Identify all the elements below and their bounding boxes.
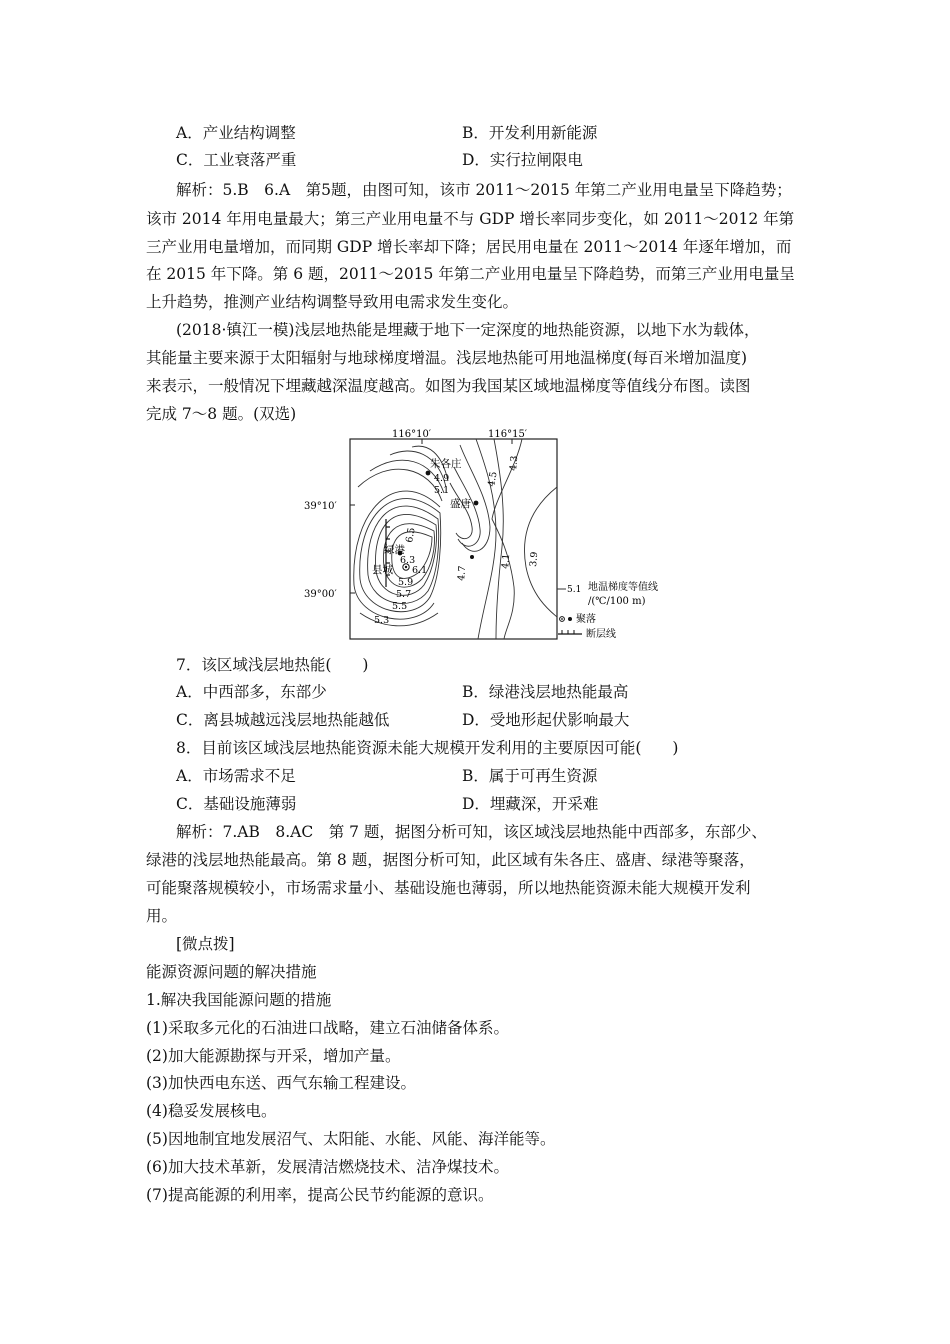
- contour-label: 5.7: [396, 589, 412, 600]
- tip-item: (4)稳妥发展核电。: [146, 1102, 277, 1120]
- tip-item: (1)采取多元化的石油进口战略，建立石油储备体系。: [146, 1019, 509, 1037]
- contour-label: 4.3: [508, 455, 521, 472]
- intro-line: 来表示，一般情况下埋藏越深温度越高。如图为我国某区域地温梯度等值线分布图。读图: [146, 377, 751, 395]
- intro-line: 其能量主要来源于太阳辐射与地球梯度增温。浅层地热能可用地温梯度(每百米增加温度): [146, 349, 748, 367]
- contour-label: 4.9: [434, 473, 450, 484]
- option-7-d: D．受地形起伏影响最大: [462, 711, 630, 729]
- settlement-zhugezhuang: [426, 471, 431, 476]
- contour-label: 6.5: [404, 526, 418, 544]
- contour-group-east: [492, 439, 557, 639]
- place-shengtang: 盛唐: [450, 498, 471, 510]
- analysis-line: 绿港的浅层地热能最高。第 8 题，据图分析可知，此区域有朱各庄、盛唐、绿港等聚落，: [146, 851, 755, 869]
- legend-settlement-dot: [568, 617, 572, 621]
- analysis-line: 三产业用电量增加，而同期 GDP 增长率却下降；居民用电量在 2011～2014 年逐年增加，而: [146, 238, 792, 256]
- legend-contour-value: 5.1: [567, 585, 582, 595]
- tip-item: (5)因地制宜地发展沼气、太阳能、水能、风能、海洋能等。: [146, 1130, 556, 1148]
- settlement-xiancheng: [405, 566, 407, 568]
- place-xiancheng: 县城: [372, 564, 393, 576]
- lat-label-1: 39°10′: [304, 501, 337, 512]
- legend-settlement-label: 聚落: [576, 614, 596, 625]
- option-7-b: B．绿港浅层地热能最高: [462, 683, 629, 701]
- settlement-shengtang: [474, 501, 479, 506]
- analysis-line: 用。: [146, 907, 178, 925]
- legend-fault-label: 断层线: [586, 629, 616, 640]
- question-8-stem: 8．目前该区域浅层地热能资源未能大规模开发利用的主要原因可能( ): [176, 739, 679, 757]
- lon-label-1: 116°10′: [392, 429, 432, 440]
- contour-line: [450, 483, 472, 539]
- place-lugang: 绿港: [384, 544, 405, 556]
- analysis-line: 上升趋势，推测产业结构调整导致用电需求发生变化。: [146, 293, 519, 311]
- geothermal-contour-map: [300, 427, 670, 642]
- tip-item: (3)加快西电东送、西气东输工程建设。: [146, 1074, 416, 1092]
- map-legend: [557, 580, 658, 640]
- option-8-b: B．属于可再生资源: [462, 767, 598, 785]
- contour-label: 4.5: [486, 470, 500, 488]
- lat-label-2: 39°00′: [304, 589, 337, 600]
- lon-label-2: 116°15′: [488, 429, 528, 440]
- legend-contour-label: 地温梯度等值线: [588, 582, 658, 593]
- option-7-c: C．离县城越远浅层地热能越低: [176, 711, 390, 729]
- tip-item: (6)加大技术革新，发展清洁燃烧技术、洁净煤技术。: [146, 1158, 509, 1176]
- contour-labels: [374, 455, 540, 626]
- contour-label: 5.9: [398, 577, 414, 588]
- analysis-line: 可能聚落规模较小，市场需求量小、基础设施也薄弱，所以地热能资源未能大规模开发利: [146, 879, 751, 897]
- contour-label: 4.7: [456, 565, 469, 582]
- settlement-dot: [470, 555, 474, 559]
- option-5-b: B．开发利用新能源: [462, 124, 598, 142]
- question-7-stem: 7．该区域浅层地热能( ): [176, 656, 369, 674]
- tip-tag: [微点拨]: [176, 935, 235, 953]
- option-5-a: A．产业结构调整: [176, 124, 296, 142]
- option-5-d: D．实行拉闸限电: [462, 151, 583, 169]
- option-5-c: C．工业衰落严重: [176, 151, 297, 169]
- analysis-line: 解析：7.AB 8.AC 第 7 题，据图分析可知，该区域浅层地热能中西部多，东部少、: [176, 823, 767, 841]
- analysis-line: 在 2015 年下降。第 6 题，2011～2015 年第二产业用电量呈下降趋势，而第三产业用电量呈: [146, 265, 795, 283]
- analysis-line: 解析：5.B 6.A 第5题，由图可知，该市 2011～2015 年第二产业用电量呈下降趋势；: [176, 181, 792, 199]
- option-8-c: C．基础设施薄弱: [176, 795, 297, 813]
- contour-label: 5.1: [434, 485, 450, 496]
- contour-label: 4.1: [500, 553, 513, 570]
- contour-label: 6.1: [412, 565, 428, 576]
- tip-item: (7)提高能源的利用率，提高公民节约能源的意识。: [146, 1186, 494, 1204]
- contour-label: 3.9: [528, 551, 541, 568]
- intro-line: (2018·镇江一模)浅层地热能是埋藏于地下一定深度的地热能资源，以地下水为载体，: [176, 321, 760, 339]
- contour-label: 5.5: [392, 601, 408, 612]
- tip-subtitle: 1.解决我国能源问题的措施: [146, 991, 332, 1009]
- contour-label: 5.3: [374, 615, 390, 626]
- option-8-d: D．埋藏深，开采难: [462, 795, 599, 813]
- place-zhugezhuang: 朱各庄: [430, 458, 462, 470]
- option-8-a: A．市场需求不足: [176, 767, 296, 785]
- contour-label: 6.3: [400, 555, 416, 566]
- tip-item: (2)加大能源勘探与开采，增加产量。: [146, 1047, 401, 1065]
- option-7-a: A．中西部多，东部少: [176, 683, 327, 701]
- analysis-line: 该市 2014 年用电量最大；第三产业用电量不与 GDP 增长率同步变化，如 2011～2012 年第: [146, 210, 795, 228]
- contour-line: [494, 439, 503, 639]
- legend-unit: /(℃/100 m): [588, 596, 646, 607]
- tip-title: 能源资源问题的解决措施: [146, 963, 317, 981]
- intro-line: 完成 7～8 题。(双选): [146, 405, 297, 423]
